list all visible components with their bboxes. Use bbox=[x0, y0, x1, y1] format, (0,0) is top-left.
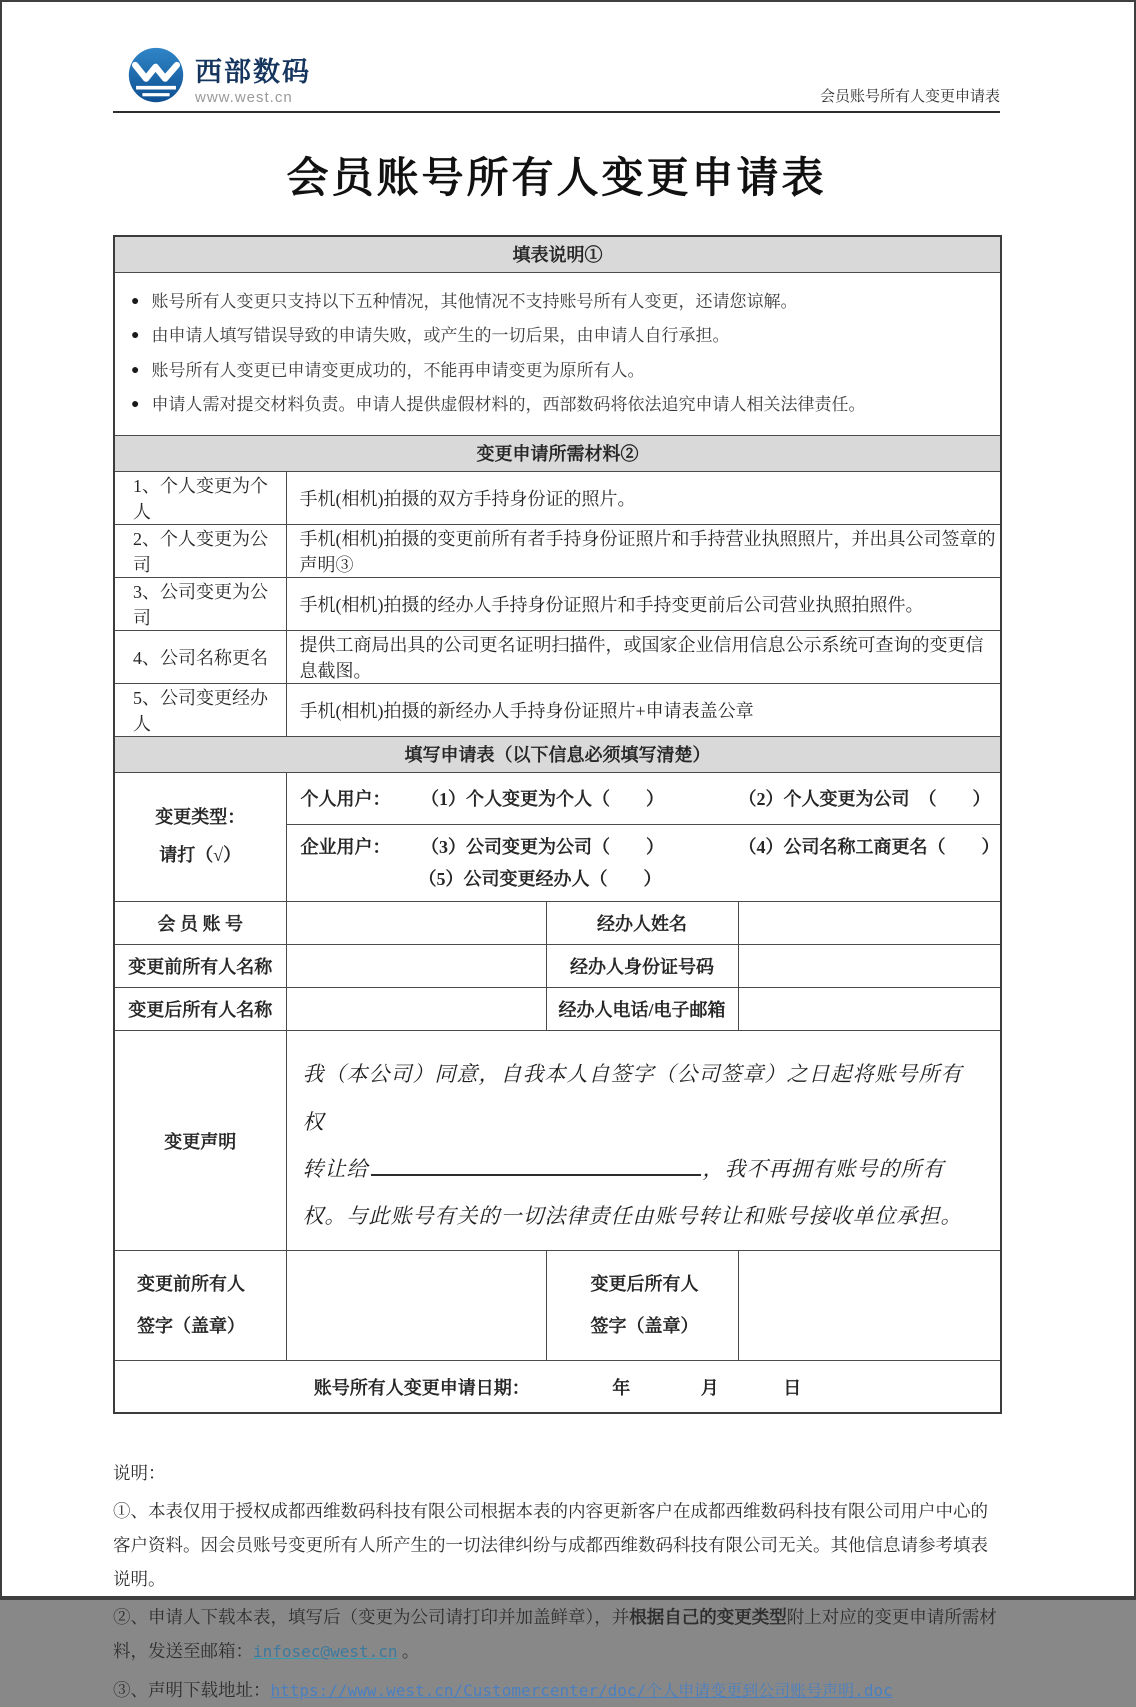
date-month-unit: 月 bbox=[700, 1377, 719, 1398]
brand-text bbox=[195, 50, 311, 106]
option-company-change-agent: （5）公司变更经办人（ ） bbox=[418, 868, 662, 889]
instruction-text: 账号所有人变更已申请变更成功的，不能再申请变更为原所有人。 bbox=[151, 360, 645, 380]
agent-name-value bbox=[738, 902, 1001, 945]
transfer-target-blank bbox=[371, 1154, 701, 1176]
field-row bbox=[114, 945, 1001, 988]
bullet-icon: ● bbox=[131, 362, 140, 378]
option-company-rename: （4）公司名称工商更名（ ） bbox=[738, 836, 1000, 857]
footnote-2-bold: 根据自己的变更类型 bbox=[629, 1607, 787, 1628]
page-header bbox=[113, 46, 1000, 113]
material-content: 手机(相机)拍摄的变更前所有者手持身份证照片和手持营业执照照片，并出具公司签章的声明③ bbox=[286, 524, 1001, 577]
agent-contact-label: 经办人电话/电子邮箱 bbox=[546, 988, 738, 1031]
option-personal-to-personal: （1）个人变更为个人（ ） bbox=[421, 789, 664, 809]
section-header-instructions: 填表说明① bbox=[114, 236, 1001, 272]
change-type-label-line2: 请打（√） bbox=[159, 844, 242, 865]
material-content: 手机(相机)拍摄的经办人手持身份证照片和手持变更前后公司营业执照拍照件。 bbox=[286, 577, 1001, 630]
owner-after-value bbox=[286, 988, 546, 1031]
change-type-company-row bbox=[286, 824, 1001, 902]
declaration-download-link[interactable]: https://www.west.cn/Customercenter/doc/个人申请变更到公司账号声明.doc bbox=[270, 1680, 893, 1700]
signature-after-label bbox=[546, 1251, 738, 1361]
declaration-line2-prefix: 转让给 bbox=[302, 1156, 369, 1181]
footnote-3-pre: ③、声明下载地址： bbox=[113, 1679, 271, 1700]
instruction-item bbox=[129, 358, 986, 384]
email-link[interactable]: infosec@west.cn bbox=[253, 1642, 398, 1662]
personal-user-label: 个人用户： bbox=[300, 789, 391, 809]
signature-before-line2: 签字（盖章） bbox=[137, 1315, 245, 1336]
change-type-label bbox=[114, 772, 286, 902]
material-label: 2、个人变更为公司 bbox=[114, 524, 286, 577]
signature-before-area bbox=[286, 1251, 546, 1361]
declaration-label: 变更声明 bbox=[114, 1031, 286, 1251]
brand-name: 西部数码 bbox=[195, 56, 311, 87]
footnote-2 bbox=[113, 1600, 1000, 1668]
material-label: 5、公司变更经办人 bbox=[114, 683, 286, 736]
signature-before-line1: 变更前所有人 bbox=[137, 1274, 245, 1295]
footnote-2-pre: ②、申请人下载本表，填写后（变更为公司请打印并加盖鲜章），并 bbox=[113, 1607, 630, 1628]
footnote-2-end: 。 bbox=[397, 1641, 420, 1662]
field-row bbox=[114, 988, 1001, 1031]
footnote-3 bbox=[113, 1673, 1000, 1707]
option-personal-to-company: （2）个人变更为公司 （ ） bbox=[738, 789, 991, 809]
declaration-line3: 权。与此账号有关的一切法律责任由账号转让和账号接收单位承担。 bbox=[302, 1204, 963, 1229]
date-label: 账号所有人变更申请日期： bbox=[313, 1377, 530, 1398]
section-header-materials: 变更申请所需材料② bbox=[114, 435, 1001, 471]
instruction-text: 申请人需对提交材料负责。申请人提供虚假材料的，西部数码将依法追究申请人相关法律责任。 bbox=[151, 395, 866, 414]
material-label: 3、公司变更为公司 bbox=[114, 577, 286, 630]
material-content: 手机(相机)拍摄的双方手持身份证的照片。 bbox=[286, 471, 1001, 524]
instruction-item bbox=[129, 289, 986, 315]
west-cn-logo-icon bbox=[127, 46, 185, 109]
date-day-unit: 日 bbox=[783, 1377, 802, 1398]
bullet-icon: ● bbox=[131, 328, 140, 343]
change-type-label-line1: 变更类型： bbox=[155, 807, 246, 828]
signature-after-line2: 签字（盖章） bbox=[590, 1315, 699, 1336]
material-row bbox=[114, 524, 1001, 577]
signature-after-line1: 变更后所有人 bbox=[590, 1274, 699, 1295]
material-label: 4、公司名称更名 bbox=[114, 630, 286, 683]
owner-after-label: 变更后所有人名称 bbox=[114, 988, 286, 1031]
instruction-text: 由申请人填写错误导致的申请失败，或产生的一切后果，由申请人自行承担。 bbox=[151, 326, 730, 345]
material-content: 手机(相机)拍摄的新经办人手持身份证照片+申请表盖公章 bbox=[286, 683, 1001, 736]
material-row bbox=[114, 577, 1001, 630]
signature-before-label bbox=[114, 1251, 286, 1361]
instructions-cell bbox=[114, 272, 1001, 435]
declaration-cell bbox=[286, 1031, 1001, 1251]
member-account-label: 会 员 账 号 bbox=[114, 902, 286, 945]
change-type-personal-row bbox=[286, 772, 1001, 824]
owner-before-value bbox=[286, 945, 546, 988]
company-user-label: 企业用户： bbox=[300, 836, 391, 857]
brand-block bbox=[113, 46, 311, 109]
instruction-item bbox=[129, 392, 986, 418]
bullet-icon: ● bbox=[131, 293, 140, 309]
material-row bbox=[114, 471, 1001, 524]
declaration-line1: 我（本公司）同意，自我本人自签字（公司签章）之日起将账号所有权 bbox=[302, 1062, 963, 1134]
declaration-line2-suffix: ，我不再拥有账号的所有 bbox=[702, 1156, 945, 1181]
material-content: 提供工商局出具的公司更名证明扫描件，或国家企业信用信息公示系统可查询的变更信息截图。 bbox=[286, 630, 1001, 683]
owner-before-label: 变更前所有人名称 bbox=[114, 945, 286, 988]
field-row bbox=[114, 902, 1001, 945]
agent-id-label: 经办人身份证号码 bbox=[546, 945, 738, 988]
footnote-1: ①、本表仅用于授权成都西维数码科技有限公司根据本表的内容更新客户在成都西维数码科技有限公司用户中心的客户资料。因会员账号变更所有人所产生的一切法律纠纷与成都西维数码科技有限公司无关。其他信息请参考填表说明。 bbox=[113, 1500, 988, 1590]
brand-url: www.west.cn bbox=[195, 88, 293, 106]
footnote-2-post: 附上对应的变更申请所需材料，发送至邮箱： bbox=[113, 1607, 997, 1662]
agent-id-value bbox=[738, 945, 1001, 988]
declaration-line2 bbox=[303, 1146, 983, 1193]
option-company-to-company: （3）公司变更为公司（ ） bbox=[421, 836, 664, 857]
agent-name-label: 经办人姓名 bbox=[546, 902, 738, 945]
signature-row bbox=[114, 1251, 1001, 1361]
application-form-table bbox=[113, 235, 1002, 1414]
application-date-row bbox=[114, 1361, 1001, 1413]
material-row bbox=[114, 683, 1001, 736]
date-year-unit: 年 bbox=[612, 1377, 631, 1398]
declaration-text bbox=[303, 1051, 983, 1240]
footnotes-title: 说明： bbox=[113, 1462, 166, 1483]
material-label: 1、个人变更为个人 bbox=[114, 471, 286, 524]
instruction-item bbox=[129, 323, 986, 349]
instruction-text: 账号所有人变更只支持以下五种情况，其他情况不支持账号所有人变更，还请您谅解。 bbox=[151, 291, 798, 311]
page-title: 会员账号所有人变更申请表 bbox=[286, 156, 827, 202]
agent-contact-value bbox=[738, 988, 1001, 1031]
material-row bbox=[114, 630, 1001, 683]
bullet-icon: ● bbox=[131, 397, 140, 412]
member-account-value bbox=[286, 902, 546, 945]
header-doc-ref: 会员账号所有人变更申请表 bbox=[819, 89, 1000, 105]
section-header-fill-form: 填写申请表（以下信息必须填写清楚） bbox=[114, 736, 1001, 772]
signature-after-area bbox=[738, 1251, 1001, 1361]
footnotes bbox=[113, 1456, 1000, 1707]
